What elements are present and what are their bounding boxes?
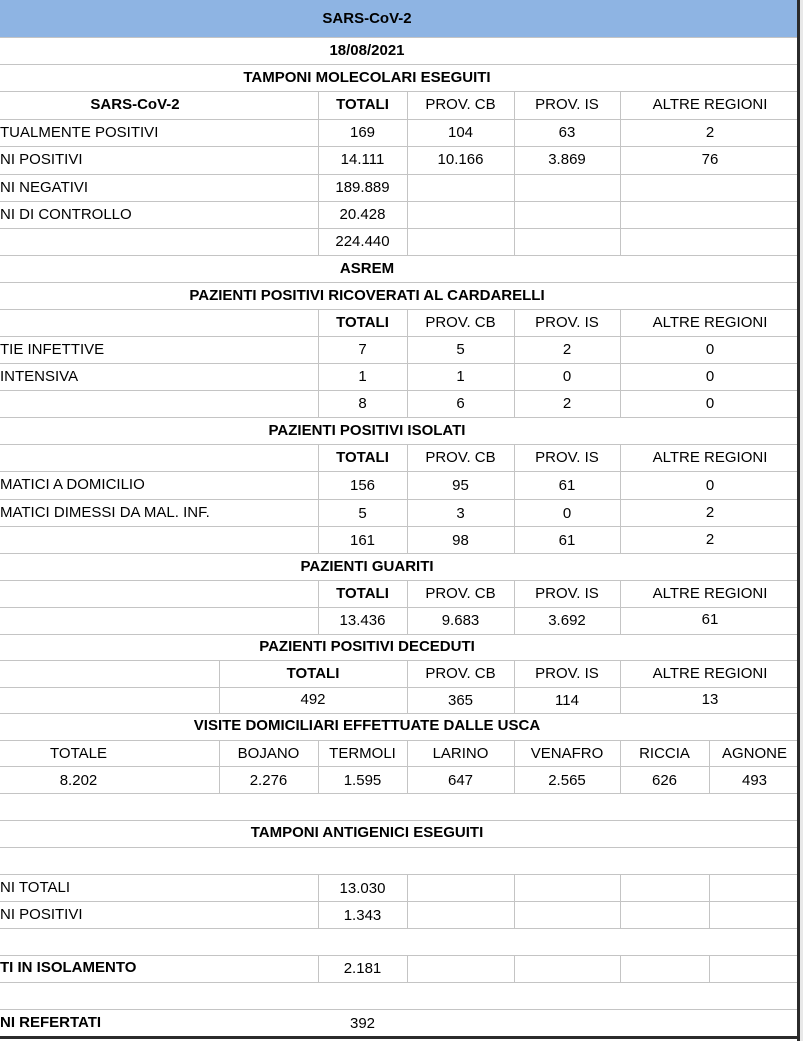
row-label: NI POSITIVI <box>0 906 83 923</box>
usca-col-venafro: VENAFRO <box>530 745 604 762</box>
col-header-cb: PROV. CB <box>425 585 496 602</box>
cell-is: 2 <box>562 395 572 412</box>
frame-right <box>797 0 800 1041</box>
cell-cb: 10.166 <box>437 151 484 168</box>
col-header-totali: TOTALI <box>336 585 389 602</box>
cell-totali: 189.889 <box>335 179 390 196</box>
col-header-cb: PROV. CB <box>425 665 496 682</box>
cell-altre: 0 <box>705 368 715 385</box>
usca-col-termoli: TERMOLI <box>329 745 396 762</box>
cell-cb: 9.683 <box>441 612 480 629</box>
molecular-heading: TAMPONI MOLECOLARI ESEGUITI <box>243 69 491 86</box>
cell-altre: 0 <box>705 395 715 412</box>
cell-altre: 2 <box>705 504 715 521</box>
row-label: TUALMENTE POSITIVI <box>0 124 159 141</box>
col-header-cb: PROV. CB <box>425 314 496 331</box>
cell-totali: 5 <box>358 505 367 522</box>
col-header-totali: TOTALI <box>286 665 340 682</box>
isolamento-label: TI IN ISOLAMENTO <box>0 959 137 976</box>
refertati-label: NI REFERTATI <box>0 1014 102 1031</box>
cell-totali: 8 <box>358 395 367 412</box>
guariti-heading: PAZIENTI GUARITI <box>300 558 434 575</box>
antigenici-positivi-value: 1.343 <box>343 907 382 924</box>
row-label: NI POSITIVI <box>0 151 83 168</box>
cell-cb: 1 <box>456 368 465 385</box>
col-header-is: PROV. IS <box>535 96 599 113</box>
col-header-totali: TOTALI <box>336 96 389 113</box>
row-label: NI TOTALI <box>0 879 71 896</box>
cell-totali: 7 <box>358 341 367 358</box>
asrem-heading: ASREM <box>339 260 395 277</box>
col-header-cb: PROV. CB <box>425 449 496 466</box>
usca-val-agnone: 493 <box>741 772 768 789</box>
usca-val-bojano: 2.276 <box>249 772 288 789</box>
usca-col-bojano: BOJANO <box>237 745 300 762</box>
antigenici-totali-value: 13.030 <box>339 880 386 897</box>
col-header-altre: ALTRE REGIONI <box>652 665 768 682</box>
cell-altre: 76 <box>701 151 719 168</box>
cell-cb: 3 <box>456 505 465 522</box>
usca-col-riccia: RICCIA <box>639 745 690 762</box>
col-header-cb: PROV. CB <box>425 96 496 113</box>
cell-is: 63 <box>558 124 576 141</box>
cell-totali: 20.428 <box>339 206 386 223</box>
usca-col-totale: TOTALE <box>50 745 107 762</box>
col-header-totali: TOTALI <box>336 314 389 331</box>
row-label: TIE INFETTIVE <box>0 341 105 358</box>
usca-val-venafro: 2.565 <box>548 772 586 789</box>
usca-val-riccia: 626 <box>651 772 678 789</box>
usca-heading: VISITE DOMICILIARI EFFETTUATE DALLE USCA <box>193 717 541 734</box>
cell-cb: 5 <box>456 341 465 358</box>
cell-cb: 104 <box>447 124 474 141</box>
col-header-altre: ALTRE REGIONI <box>652 96 768 113</box>
cell-totali: 224.440 <box>335 233 390 250</box>
cell-altre: 2 <box>705 531 715 548</box>
cell-is: 61 <box>558 532 576 549</box>
cell-is: 114 <box>555 692 579 709</box>
frame-bottom <box>0 1036 800 1039</box>
cell-altre: 0 <box>705 341 715 358</box>
cell-totali: 13.436 <box>339 612 386 629</box>
col-header-totali: TOTALI <box>336 449 389 466</box>
antigenici-heading: TAMPONI ANTIGENICI ESEGUITI <box>250 824 484 841</box>
cell-altre: 2 <box>705 124 715 141</box>
cell-altre: 61 <box>701 611 719 628</box>
cell-cb: 95 <box>452 477 469 494</box>
row-label: INTENSIVA <box>0 368 79 385</box>
cell-totali: 161 <box>349 532 376 549</box>
isolati-heading: PAZIENTI POSITIVI ISOLATI <box>268 422 466 439</box>
report-date: 18/08/2021 <box>329 42 405 59</box>
usca-col-larino: LARINO <box>432 745 489 762</box>
cell-is: 3.869 <box>548 151 586 168</box>
cell-totali: 169 <box>349 124 376 141</box>
col-header-is: PROV. IS <box>535 314 599 331</box>
sheet-title: SARS-CoV-2 <box>322 10 412 27</box>
cell-totali: 492 <box>300 691 326 708</box>
usca-val-totale: 8.202 <box>59 772 98 789</box>
usca-val-termoli: 1.595 <box>343 772 382 789</box>
usca-col-agnone: AGNONE <box>721 745 787 762</box>
row-label: NI NEGATIVI <box>0 179 89 196</box>
col-header-is: PROV. IS <box>535 665 599 682</box>
cell-is: 0 <box>562 505 572 522</box>
cell-cb: 6 <box>456 395 465 412</box>
row-label: MATICI A DOMICILIO <box>0 476 145 493</box>
refertati-value: 392 <box>349 1015 376 1032</box>
cell-altre: 13 <box>701 691 719 708</box>
deceduti-heading: PAZIENTI POSITIVI DECEDUTI <box>259 638 475 655</box>
cell-is: 0 <box>562 368 572 385</box>
cell-is: 3.692 <box>548 612 586 629</box>
cardarelli-heading: PAZIENTI POSITIVI RICOVERATI AL CARDARELLI <box>189 287 545 304</box>
cell-totali: 14.111 <box>340 151 385 168</box>
col-header-is: PROV. IS <box>535 449 599 466</box>
row-label: NI DI CONTROLLO <box>0 206 132 223</box>
cell-cb: 365 <box>447 692 474 709</box>
row-label: MATICI DIMESSI DA MAL. INF. <box>0 504 210 521</box>
col-header-altre: ALTRE REGIONI <box>652 585 768 602</box>
molecular-col-label: SARS-CoV-2 <box>90 96 180 113</box>
isolamento-value: 2.181 <box>343 960 382 977</box>
col-header-altre: ALTRE REGIONI <box>652 314 768 331</box>
cell-is: 61 <box>558 477 576 494</box>
usca-val-larino: 647 <box>447 772 474 789</box>
col-header-altre: ALTRE REGIONI <box>652 449 768 466</box>
cell-totali: 156 <box>349 477 376 494</box>
cell-totali: 1 <box>358 368 367 385</box>
cell-cb: 98 <box>452 532 469 549</box>
cell-altre: 0 <box>705 477 715 494</box>
col-header-is: PROV. IS <box>535 585 599 602</box>
cell-is: 2 <box>562 341 572 358</box>
